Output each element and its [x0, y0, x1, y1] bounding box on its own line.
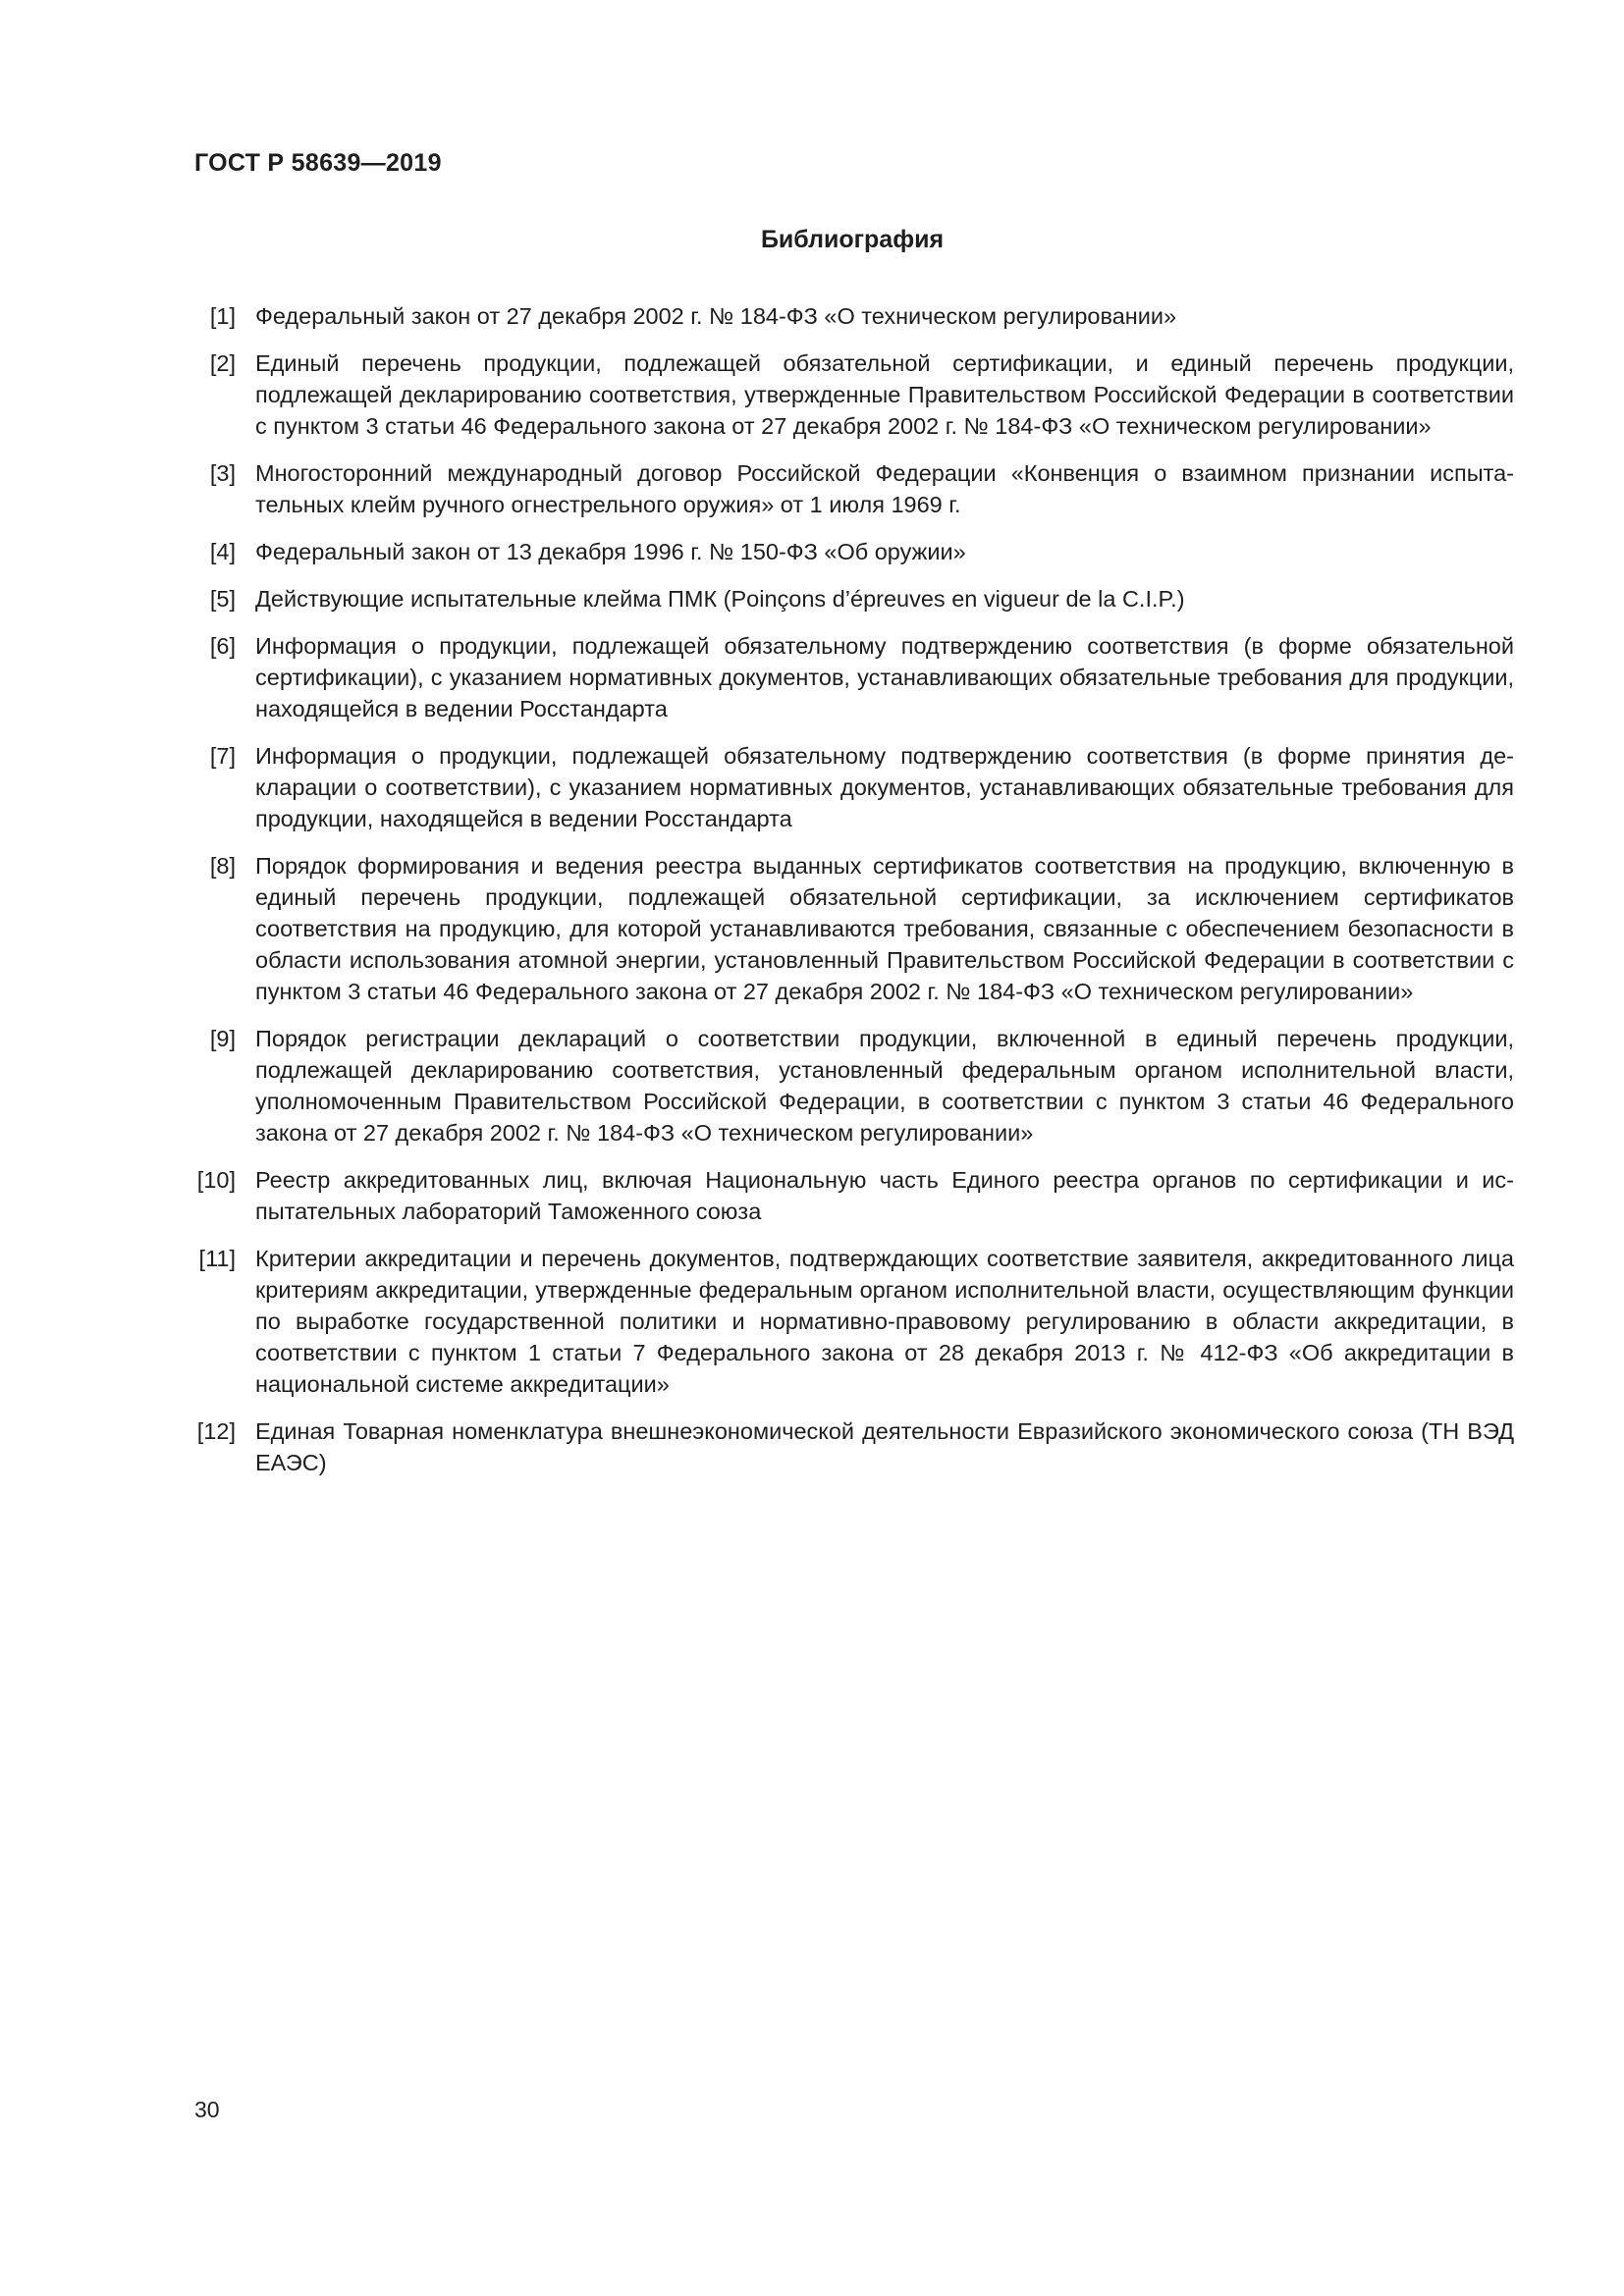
bibliography-item-number: [2]: [209, 350, 236, 376]
bibliography-item-number: [4]: [209, 539, 236, 564]
bibliography-item-text: Критерии аккредитации и перечень документов, подтверждающих соответствие заявителя, аккредитованного лица критериям аккредитации, утвержденные федеральным органом исполнительной власти, осуществляющим функции по выработке государственной политики и нормативно-правовому регулированию в области аккредитации, в соответствии с пунктом 1 статьи 7 Федерального закона от 28 декабря 2013 г. № 412-ФЗ «Об аккредитации в национальной системе аккредитации»: [255, 1246, 1514, 1397]
section-title: Библиография: [760, 226, 945, 253]
bibliography-item-number: [5]: [209, 586, 236, 612]
bibliography-item: [192, 347, 1514, 442]
bibliography-item-text: Федеральный закон от 27 декабря 2002 г. № 184-ФЗ «О техническом регулировании»: [255, 303, 1177, 329]
bibliography-item: [192, 850, 1514, 1007]
bibliography-item-text: Федеральный закон от 13 декабря 1996 г. № 150-ФЗ «Об оружии»: [255, 539, 966, 564]
bibliography-item: [192, 457, 1514, 520]
bibliography-item-text: Многосторонний международный договор Российской Федерации «Конвенция о взаимном признании испытательных клейм ручного огнестрельного оружия» от 1 июля 1969 г.: [255, 460, 1514, 517]
bibliography-item-text: Порядок формирования и ведения реестра выданных сертификатов соответствия на продукцию, включенную в единый перечень продукции, подлежащей обязательной сертификации, за исключением сертификатов соответствия на продукцию, для которой устанавливаются требования, связанные с обеспечением безопасности в области использования атомной энергии, установленный Правительством Российской Федерации в соответствии с пунктом 3 статьи 46 Федерального закона от 27 декабря 2002 г. № 184-ФЗ «О техническом регулировании»: [255, 853, 1514, 1004]
bibliography-item: [192, 1415, 1514, 1478]
bibliography-item-number: [7]: [209, 743, 236, 769]
bibliography-item-number: [10]: [196, 1167, 236, 1193]
bibliography-item: [192, 536, 1514, 567]
bibliography-item-number: [11]: [198, 1246, 236, 1271]
bibliography-item-number: [6]: [209, 633, 236, 659]
bibliography-item: [192, 1023, 1514, 1148]
bibliography-item-number: [12]: [196, 1418, 236, 1444]
bibliography-item-text: Информация о продукции, подлежащей обязательному подтверждению соответствия (в форме обязательной сертификации), с указанием нормативных документов, устанавливающих обязательные требования для продукции, находящейся в ведении Росстандарта: [255, 633, 1514, 721]
bibliography-item: [192, 300, 1514, 332]
bibliography-item-text: Реестр аккредитованных лиц, включая Национальную часть Единого реестра органов по сертификации и испытательных лабораторий Таможенного союза: [255, 1167, 1514, 1224]
bibliography-item-number: [8]: [209, 853, 236, 879]
bibliography-item-number: [9]: [209, 1026, 236, 1051]
bibliography-item-text: Действующие испытательные клейма ПМК (Poinçons d’épreuves en vigueur de la C.I.P.): [255, 586, 1185, 612]
bibliography-item-text: Порядок регистрации деклараций о соответствии продукции, включенной в единый перечень продукции, подлежащей декларированию соответствия, установленный федеральным органом исполнительной власти, уполномоченным Правительством Российской Федерации, в соответствии с пунктом 3 статьи 46 Федерального закона от 27 декабря 2002 г. № 184-ФЗ «О техническом регулировании»: [255, 1026, 1514, 1146]
bibliography-item-text: Единый перечень продукции, подлежащей обязательной сертификации, и единый перечень продукции, подлежащей декларированию соответствия, утвержденные Правительством Российской Федерации в соответствии с пунктом 3 статьи 46 Федерального закона от 27 декабря 2002 г. № 184-ФЗ «О техническом регулировании»: [255, 350, 1514, 439]
bibliography-item-text: Информация о продукции, подлежащей обязательному подтверждению соответствия (в форме принятия декларации о соответствии), с указанием нормативных документов, устанавливающих обязательные требования для продукции, находящейся в ведении Росстандарта: [255, 743, 1514, 831]
bibliography-list: [192, 300, 1514, 1494]
bibliography-item: [192, 630, 1514, 724]
bibliography-item-number: [1]: [209, 303, 236, 329]
document-code: ГОСТ Р 58639—2019: [194, 149, 442, 177]
bibliography-item: [192, 1164, 1514, 1227]
bibliography-item: [192, 740, 1514, 834]
bibliography-item: [192, 583, 1514, 614]
bibliography-item: [192, 1243, 1514, 1400]
bibliography-item-text: Единая Товарная номенклатура внешнеэкономической деятельности Евразийского экономического союза (ТН ВЭД ЕАЭС): [255, 1418, 1514, 1475]
bibliography-item-number: [3]: [209, 460, 236, 486]
page-number: 30: [194, 2097, 220, 2122]
